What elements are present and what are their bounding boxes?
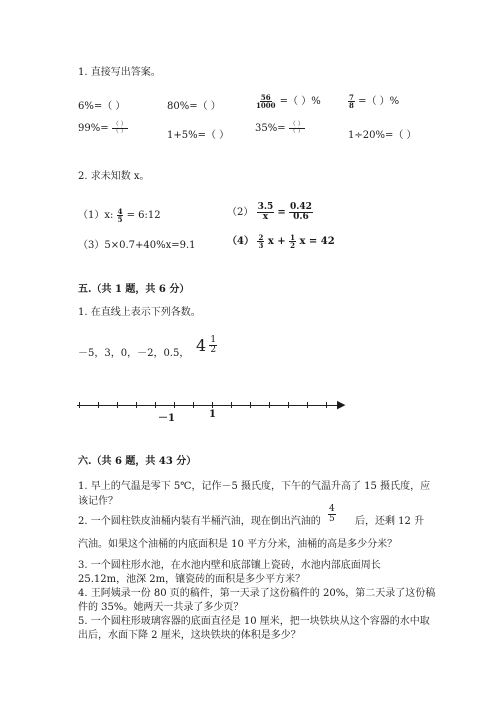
tick [79,402,80,408]
eq-2-equals: = [277,207,286,218]
arrow-right-icon: ▶ [337,398,346,411]
section6-heading: 六.（共 6 题，共 43 分） [78,456,197,467]
s6-q2-line1a: 2. 一个圆柱铁皮油桶内装有半桶汽油，现在倒出汽油的 [78,516,321,527]
eq-3: （3）5×0.7+40%x=9.1 [78,240,196,251]
q-35pct [255,122,305,135]
eq-4-mid: x + [267,236,286,247]
eq-2 [227,203,313,222]
s5-question: 1. 在直线上表示下列各数。 [78,307,201,318]
eq-1 [78,206,161,223]
frac-num: 0.42 [290,202,312,212]
frac-den: 1000 [256,101,276,110]
q-1-plus-5pct: 1+5%=（ ） [167,130,230,141]
eq-2-head: （2） [227,207,254,218]
eq-1-head: （1）x: [78,210,114,221]
section5-heading: 五.（共 1 题，共 6 分） [78,284,190,295]
tick-neg1 [174,402,175,408]
tick [288,402,289,408]
eq-4-head: （4） [227,236,254,247]
label-1: 1 [209,409,216,420]
s6-q2-line2: 汽油。如果这个油桶的内底面积是 10 平方分米，油桶的高是多少分米？ [78,539,398,550]
tick [117,402,118,408]
tick [269,402,270,408]
tick [326,402,327,408]
frac-tail: =（ ）% [279,96,321,107]
s6-q5-line2: 出后，水面下降 2 厘米，这块铁块的体积是多少？ [78,630,301,641]
eq-4 [227,232,335,249]
eq-4-tail: x = 42 [299,236,335,247]
frac-tail: =（ ）% [358,96,400,107]
s6-q4-line1: 4. 王阿姨录一份 80 页的稿件，第一天录了这份稿件的 20%，第二天录了这份稿 [78,588,436,599]
frac-den: （ ） [112,128,127,135]
q-80pct: 80%=（ ） [167,101,221,112]
frac-num: （ ） [289,121,304,128]
s6-q3-line2: 25.12m，池深 2m，镶瓷砖的面积是多少平方米？ [78,574,306,585]
frac-den: 8 [349,101,354,110]
q-6pct: 6%=（ ） [78,101,126,112]
frac-den: 2 [210,345,217,355]
s6-q4-line2: 件的 35%。她两天一共录了多少页？ [78,602,244,613]
frac-den: 0.6 [293,212,309,222]
frac-den: 2 [290,241,295,250]
mixed-number [196,336,217,355]
frac-num: （ ） [112,121,127,128]
section2-title: 2. 求未知数 x。 [78,171,150,182]
eq-1-tail: = 6:12 [126,210,161,221]
frac-num: 2 [258,233,264,242]
q-7-over-8 [348,92,399,109]
frac-den: 5 [117,215,123,224]
frac-num: 1 [210,335,217,345]
tick [155,402,156,408]
s6-q1-line2: 该记作？ [78,496,118,507]
frac-num: 4 [329,504,335,514]
tick [231,402,232,408]
s6-q3-line1: 3. 一个圆柱形水池，在水池内壁和底部镶上瓷砖，水池内部底面周长 [78,560,381,571]
s6-q5-line1: 5. 一个圆柱形玻璃容器的底面直径是 10 厘米，把一块铁块从这个容器的水中取 [78,616,430,627]
frac-den: （ ） [289,128,304,135]
label-neg1: －1 [158,413,175,424]
q-56-over-1000 [255,92,321,109]
frac-num: 56 [260,93,271,102]
tick-zero [193,402,194,408]
s6-q2-line1b: 后，还剩 12 升 [355,516,425,527]
frac-num: 3.5 [257,202,274,212]
tick [250,402,251,408]
frac-den: 5 [329,514,335,524]
tick [98,402,99,408]
q-35pct-head: 35%= [255,123,286,134]
s6-q1-line1: 1. 早上的气温是零下 5℃，记作－5 摄氏度，下午的气温升高了 15 摄氏度，应 [78,481,431,492]
q-1-div-20pct: 1÷20%=（ ） [348,130,417,141]
s6-q2-fraction [328,505,336,524]
mixed-whole: 4 [196,336,207,355]
s5-numbers: －5，3，0，－2，0.5， [78,348,190,359]
tick-1 [212,402,213,408]
frac-den: x [262,212,269,222]
q-99pct [78,122,128,135]
frac-num: 1 [290,233,295,242]
tick [307,402,308,408]
frac-num: 7 [349,93,354,102]
section1-title: 1. 直接写出答案。 [78,67,161,78]
frac-num: 4 [117,207,123,216]
tick [136,402,137,408]
q-99pct-head: 99%= [78,123,109,134]
frac-den: 3 [258,241,264,250]
